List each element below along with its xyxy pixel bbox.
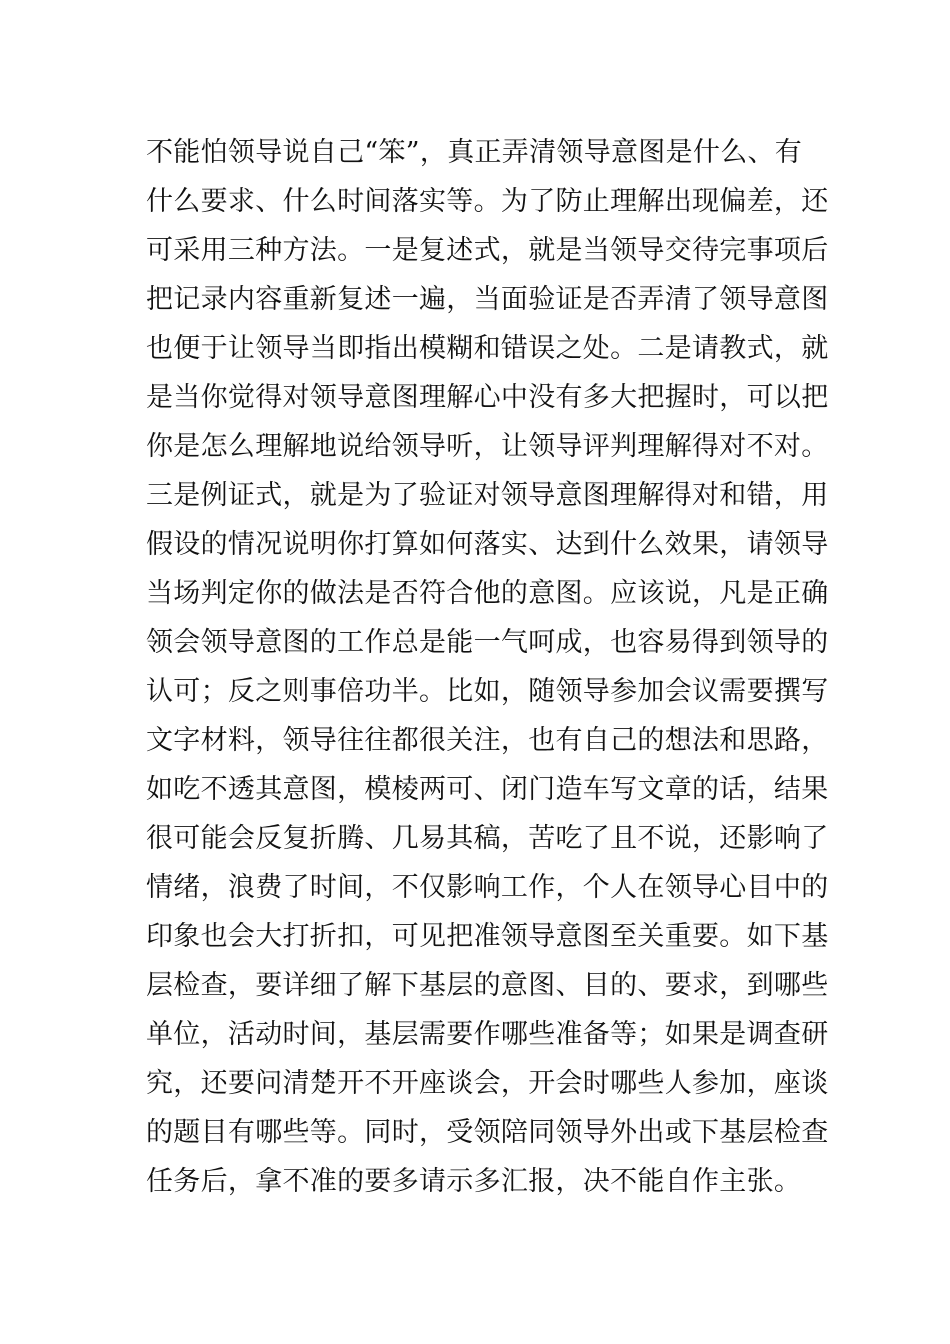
text-line: 究，还要问清楚开不开座谈会，开会时哪些人参加，座谈	[146, 1068, 829, 1099]
text-line: 当场判定你的做法是否符合他的意图。应该说，凡是正确	[146, 578, 829, 609]
body-paragraph	[146, 128, 829, 1206]
text-line: 的题目有哪些等。同时，受领陪同领导外出或下基层检查	[146, 1117, 829, 1148]
text-line: 层检查，要详细了解下基层的意图、目的、要求，到哪些	[146, 970, 829, 1001]
text-line: 文字材料，领导往往都很关注，也有自己的想法和思路，	[146, 725, 829, 756]
text-line: 单位，活动时间，基层需要作哪些准备等；如果是调查研	[146, 1019, 829, 1050]
text-line: 领会领导意图的工作总是能一气呵成，也容易得到领导的	[146, 627, 829, 658]
text-line: 是当你觉得对领导意图理解心中没有多大把握时，可以把	[146, 382, 829, 413]
text-line: 可采用三种方法。一是复述式，就是当领导交待完事项后	[146, 235, 829, 266]
text-line: 很可能会反复折腾、几易其稿，苦吃了且不说，还影响了	[146, 823, 829, 854]
text-line: 印象也会大打折扣，可见把准领导意图至关重要。如下基	[146, 921, 829, 952]
text-line: 也便于让领导当即指出模糊和错误之处。二是请教式，就	[146, 333, 829, 364]
text-line: 假设的情况说明你打算如何落实、达到什么效果，请领导	[146, 529, 829, 560]
text-line: 把记录内容重新复述一遍，当面验证是否弄清了领导意图	[146, 284, 829, 315]
text-line: 如吃不透其意图，模棱两可、闭门造车写文章的话，结果	[146, 774, 829, 805]
text-line: 你是怎么理解地说给领导听，让领导评判理解得对不对。	[146, 431, 829, 462]
text-line: 任务后，拿不准的要多请示多汇报，决不能自作主张。	[146, 1166, 802, 1197]
text-line: 什么要求、什么时间落实等。为了防止理解出现偏差，还	[146, 186, 829, 217]
text-line: 不能怕领导说自己“笨”，真正弄清领导意图是什么、有	[146, 137, 803, 168]
text-line: 认可；反之则事倍功半。比如，随领导参加会议需要撰写	[146, 676, 829, 707]
text-line: 情绪，浪费了时间，不仅影响工作，个人在领导心目中的	[146, 872, 829, 903]
text-line: 三是例证式，就是为了验证对领导意图理解得对和错，用	[146, 480, 829, 511]
